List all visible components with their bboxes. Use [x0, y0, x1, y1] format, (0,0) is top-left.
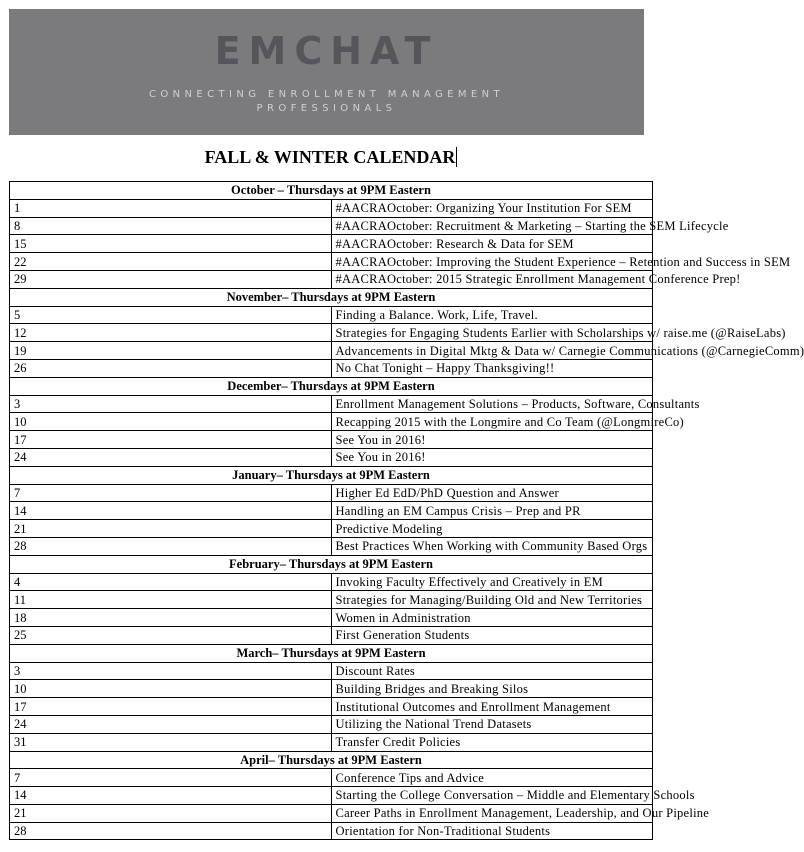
table-row [10, 573, 653, 591]
topic-cell: #AACRAOctober: Research & Data for SEM [331, 235, 653, 253]
table-row [10, 769, 653, 787]
banner-logo-title: EMCHAT [214, 29, 439, 73]
topic-cell: #AACRAOctober: Organizing Your Institution For SEM [331, 199, 653, 217]
month-header-row [10, 182, 653, 200]
topic-cell: Utilizing the National Trend Datasets [331, 715, 653, 733]
month-header: October – Thursdays at 9PM Eastern [10, 182, 653, 200]
table-row [10, 199, 653, 217]
calendar-table [9, 181, 804, 840]
month-header-row [10, 466, 653, 484]
month-header: February– Thursdays at 9PM Eastern [10, 555, 653, 573]
topic-cell: Invoking Faculty Effectively and Creatively in EM [331, 573, 653, 591]
date-cell: 4 [10, 573, 332, 591]
table-row [10, 342, 653, 360]
table-row [10, 787, 653, 805]
date-cell: 21 [10, 804, 332, 822]
table-row [10, 253, 653, 271]
table-row [10, 235, 653, 253]
topic-cell: Strategies for Engaging Students Earlier with Scholarships w/ raise.me (@RaiseLabs) [331, 324, 653, 342]
topic-cell: Finding a Balance. Work, Life, Travel. [331, 306, 653, 324]
topic-cell: Handling an EM Campus Crisis – Prep and PR [331, 502, 653, 520]
table-row [10, 217, 653, 235]
topic-cell: #AACRAOctober: 2015 Strategic Enrollment Management Conference Prep! [331, 270, 653, 288]
date-cell: 7 [10, 769, 332, 787]
table-row [10, 270, 653, 288]
date-cell: 21 [10, 520, 332, 538]
table-row [10, 448, 653, 466]
month-header-row [10, 377, 653, 395]
month-header: April– Thursdays at 9PM Eastern [10, 751, 653, 769]
month-header: January– Thursdays at 9PM Eastern [10, 466, 653, 484]
date-cell: 7 [10, 484, 332, 502]
page-title [0, 147, 662, 168]
date-cell: 19 [10, 342, 332, 360]
topic-cell: Best Practices When Working with Community Based Orgs [331, 537, 653, 555]
topic-cell: Conference Tips and Advice [331, 769, 653, 787]
table-row [10, 520, 653, 538]
table-row [10, 609, 653, 627]
month-header-row [10, 288, 653, 306]
topic-cell: #AACRAOctober: Recruitment & Marketing – Starting the SEM Lifecycle [331, 217, 653, 235]
table-row [10, 733, 653, 751]
table-row [10, 715, 653, 733]
topic-cell: Transfer Credit Policies [331, 733, 653, 751]
topic-cell: Predictive Modeling [331, 520, 653, 538]
date-cell: 26 [10, 359, 332, 377]
topic-cell: Strategies for Managing/Building Old and New Territories [331, 591, 653, 609]
topic-cell: First Generation Students [331, 626, 653, 644]
date-cell: 24 [10, 715, 332, 733]
month-header: November– Thursdays at 9PM Eastern [10, 288, 653, 306]
date-cell: 14 [10, 502, 332, 520]
table-row [10, 431, 653, 449]
page-title-text: FALL & WINTER CALENDAR [204, 147, 456, 167]
date-cell: 8 [10, 217, 332, 235]
header-banner [9, 9, 644, 135]
topic-cell: See You in 2016! [331, 448, 653, 466]
topic-cell: Discount Rates [331, 662, 653, 680]
date-cell: 17 [10, 698, 332, 716]
table-row [10, 306, 653, 324]
topic-cell: Advancements in Digital Mktg & Data w/ Carnegie Communications (@CarnegieComm) [331, 342, 653, 360]
date-cell: 3 [10, 395, 332, 413]
date-cell: 25 [10, 626, 332, 644]
date-cell: 15 [10, 235, 332, 253]
date-cell: 22 [10, 253, 332, 271]
topic-cell: See You in 2016! [331, 431, 653, 449]
table-row [10, 804, 653, 822]
table-row [10, 537, 653, 555]
table-row [10, 359, 653, 377]
date-cell: 10 [10, 680, 332, 698]
table-row [10, 324, 653, 342]
month-header-row [10, 751, 653, 769]
date-cell: 18 [10, 609, 332, 627]
topic-cell: Starting the College Conversation – Middle and Elementary Schools [331, 787, 653, 805]
date-cell: 12 [10, 324, 332, 342]
topic-cell: Institutional Outcomes and Enrollment Management [331, 698, 653, 716]
month-header-row [10, 555, 653, 573]
topic-cell: Career Paths in Enrollment Management, Leadership, and Our Pipeline [331, 804, 653, 822]
topic-cell: Women in Administration [331, 609, 653, 627]
table-row [10, 822, 653, 840]
table-row [10, 502, 653, 520]
table-row [10, 626, 653, 644]
topic-cell: Enrollment Management Solutions – Products, Software, Consultants [331, 395, 653, 413]
table-row [10, 662, 653, 680]
date-cell: 24 [10, 448, 332, 466]
table-row [10, 698, 653, 716]
month-header-row [10, 644, 653, 662]
topic-cell: Orientation for Non-Traditional Students [331, 822, 653, 840]
date-cell: 3 [10, 662, 332, 680]
date-cell: 28 [10, 822, 332, 840]
calendar-body [10, 182, 804, 840]
date-cell: 10 [10, 413, 332, 431]
banner-tagline: CONNECTING ENROLLMENT MANAGEMENT PROFESSIONALS [148, 89, 505, 114]
topic-cell: Higher Ed EdD/PhD Question and Answer [331, 484, 653, 502]
date-cell: 17 [10, 431, 332, 449]
topic-cell: No Chat Tonight – Happy Thanksgiving!! [331, 359, 653, 377]
date-cell: 29 [10, 270, 332, 288]
text-cursor [456, 147, 457, 167]
table-row [10, 484, 653, 502]
table-row [10, 395, 653, 413]
month-header: December– Thursdays at 9PM Eastern [10, 377, 653, 395]
date-cell: 11 [10, 591, 332, 609]
date-cell: 5 [10, 306, 332, 324]
month-header: March– Thursdays at 9PM Eastern [10, 644, 653, 662]
topic-cell: #AACRAOctober: Improving the Student Experience – Retention and Success in SEM [331, 253, 653, 271]
date-cell: 28 [10, 537, 332, 555]
date-cell: 31 [10, 733, 332, 751]
table-row [10, 591, 653, 609]
topic-cell: Building Bridges and Breaking Silos [331, 680, 653, 698]
date-cell: 1 [10, 199, 332, 217]
table-row [10, 680, 653, 698]
date-cell: 14 [10, 787, 332, 805]
topic-cell: Recapping 2015 with the Longmire and Co Team (@LongmireCo) [331, 413, 653, 431]
table-row [10, 413, 653, 431]
